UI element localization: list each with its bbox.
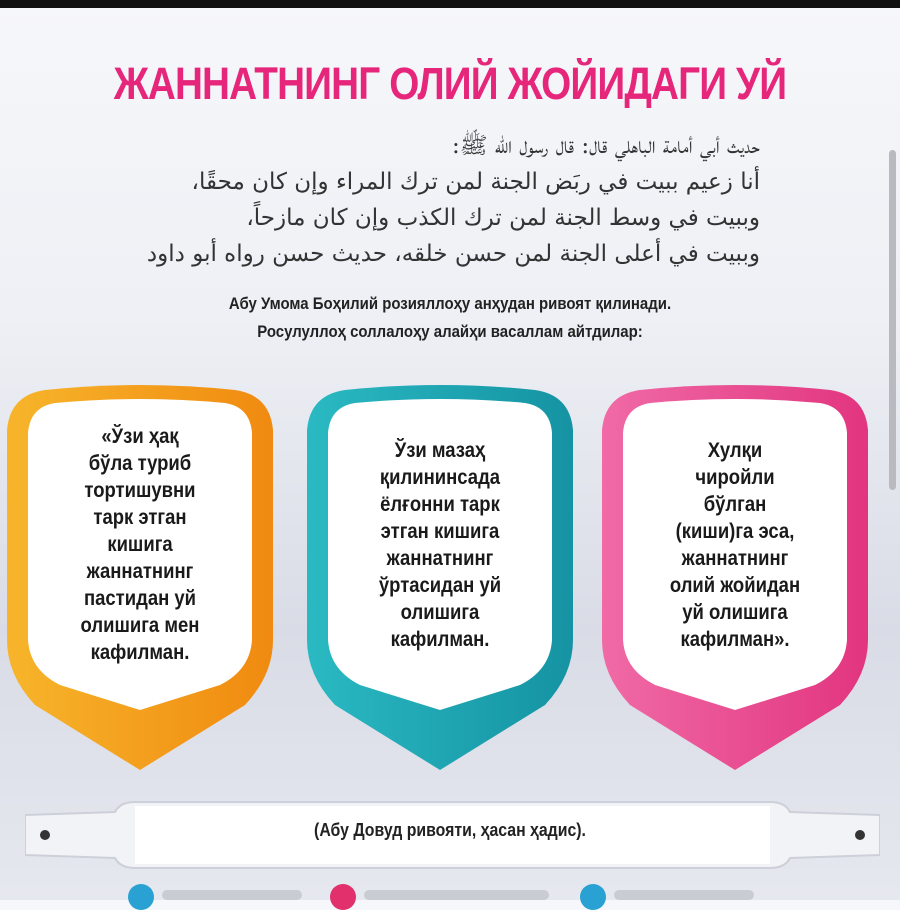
page-title: ЖАННАТНИНГ ОЛИЙ ЖОЙИДАГИ УЙ (113, 58, 787, 109)
card-text: Ўзи мазаҳ қилининсада ёлғонни тарк этган кишига жаннатнинг ўртасидан уй олишига кафилман. (378, 438, 502, 651)
arabic-hadith (100, 128, 760, 272)
social-handle-bar (162, 890, 302, 900)
arabic-line: وببيت في وسط الجنة لمن ترك الكذب وإن كان مازحاً، (246, 205, 760, 231)
scrollbar[interactable] (889, 150, 896, 490)
social-links (0, 884, 900, 900)
card-text: «Ўзи ҳақ бўла туриб тортишувни тарк этган кишига жаннатнинг пастидан уй олишига мен кафилман. (80, 425, 200, 664)
arabic-line: وببيت في أعلى الجنة لمن حسن خلقه، حديث حسن رواه أبو داود (146, 241, 760, 267)
telegram-icon[interactable] (128, 884, 154, 910)
source-reference: (Абу Довуд ривояти, ҳасан ҳадис). (314, 820, 586, 840)
intro-line: Абу Умома Боҳилий розияллоҳу анҳудан ривоят қилинади. (228, 294, 672, 313)
hadith-card-orange (5, 385, 275, 775)
intro-text (54, 290, 846, 346)
social-handle-bar (364, 890, 549, 900)
hadith-card-pink (600, 385, 870, 775)
intro-line: Росулуллоҳ соллалоҳу алайҳи васаллам айтдилар: (257, 322, 643, 341)
social-handle-bar (614, 890, 754, 900)
arabic-line: أنا زعيم ببيت في ربَض الجنة لمن ترك المراء وإن كان محقًا، (191, 169, 760, 195)
top-status-bar (0, 0, 900, 8)
telegram-icon[interactable] (580, 884, 606, 910)
hadith-card-teal (305, 385, 575, 775)
arabic-line: حديث أبي أمامة الباهلي قال: قال رسول الله ﷺ: (451, 133, 760, 159)
instagram-icon[interactable] (330, 884, 356, 910)
card-text: Хулқи чиройли бўлган (киши)га эса, жаннатнинг олий жойидан уй олишига кафилман». (669, 438, 801, 651)
